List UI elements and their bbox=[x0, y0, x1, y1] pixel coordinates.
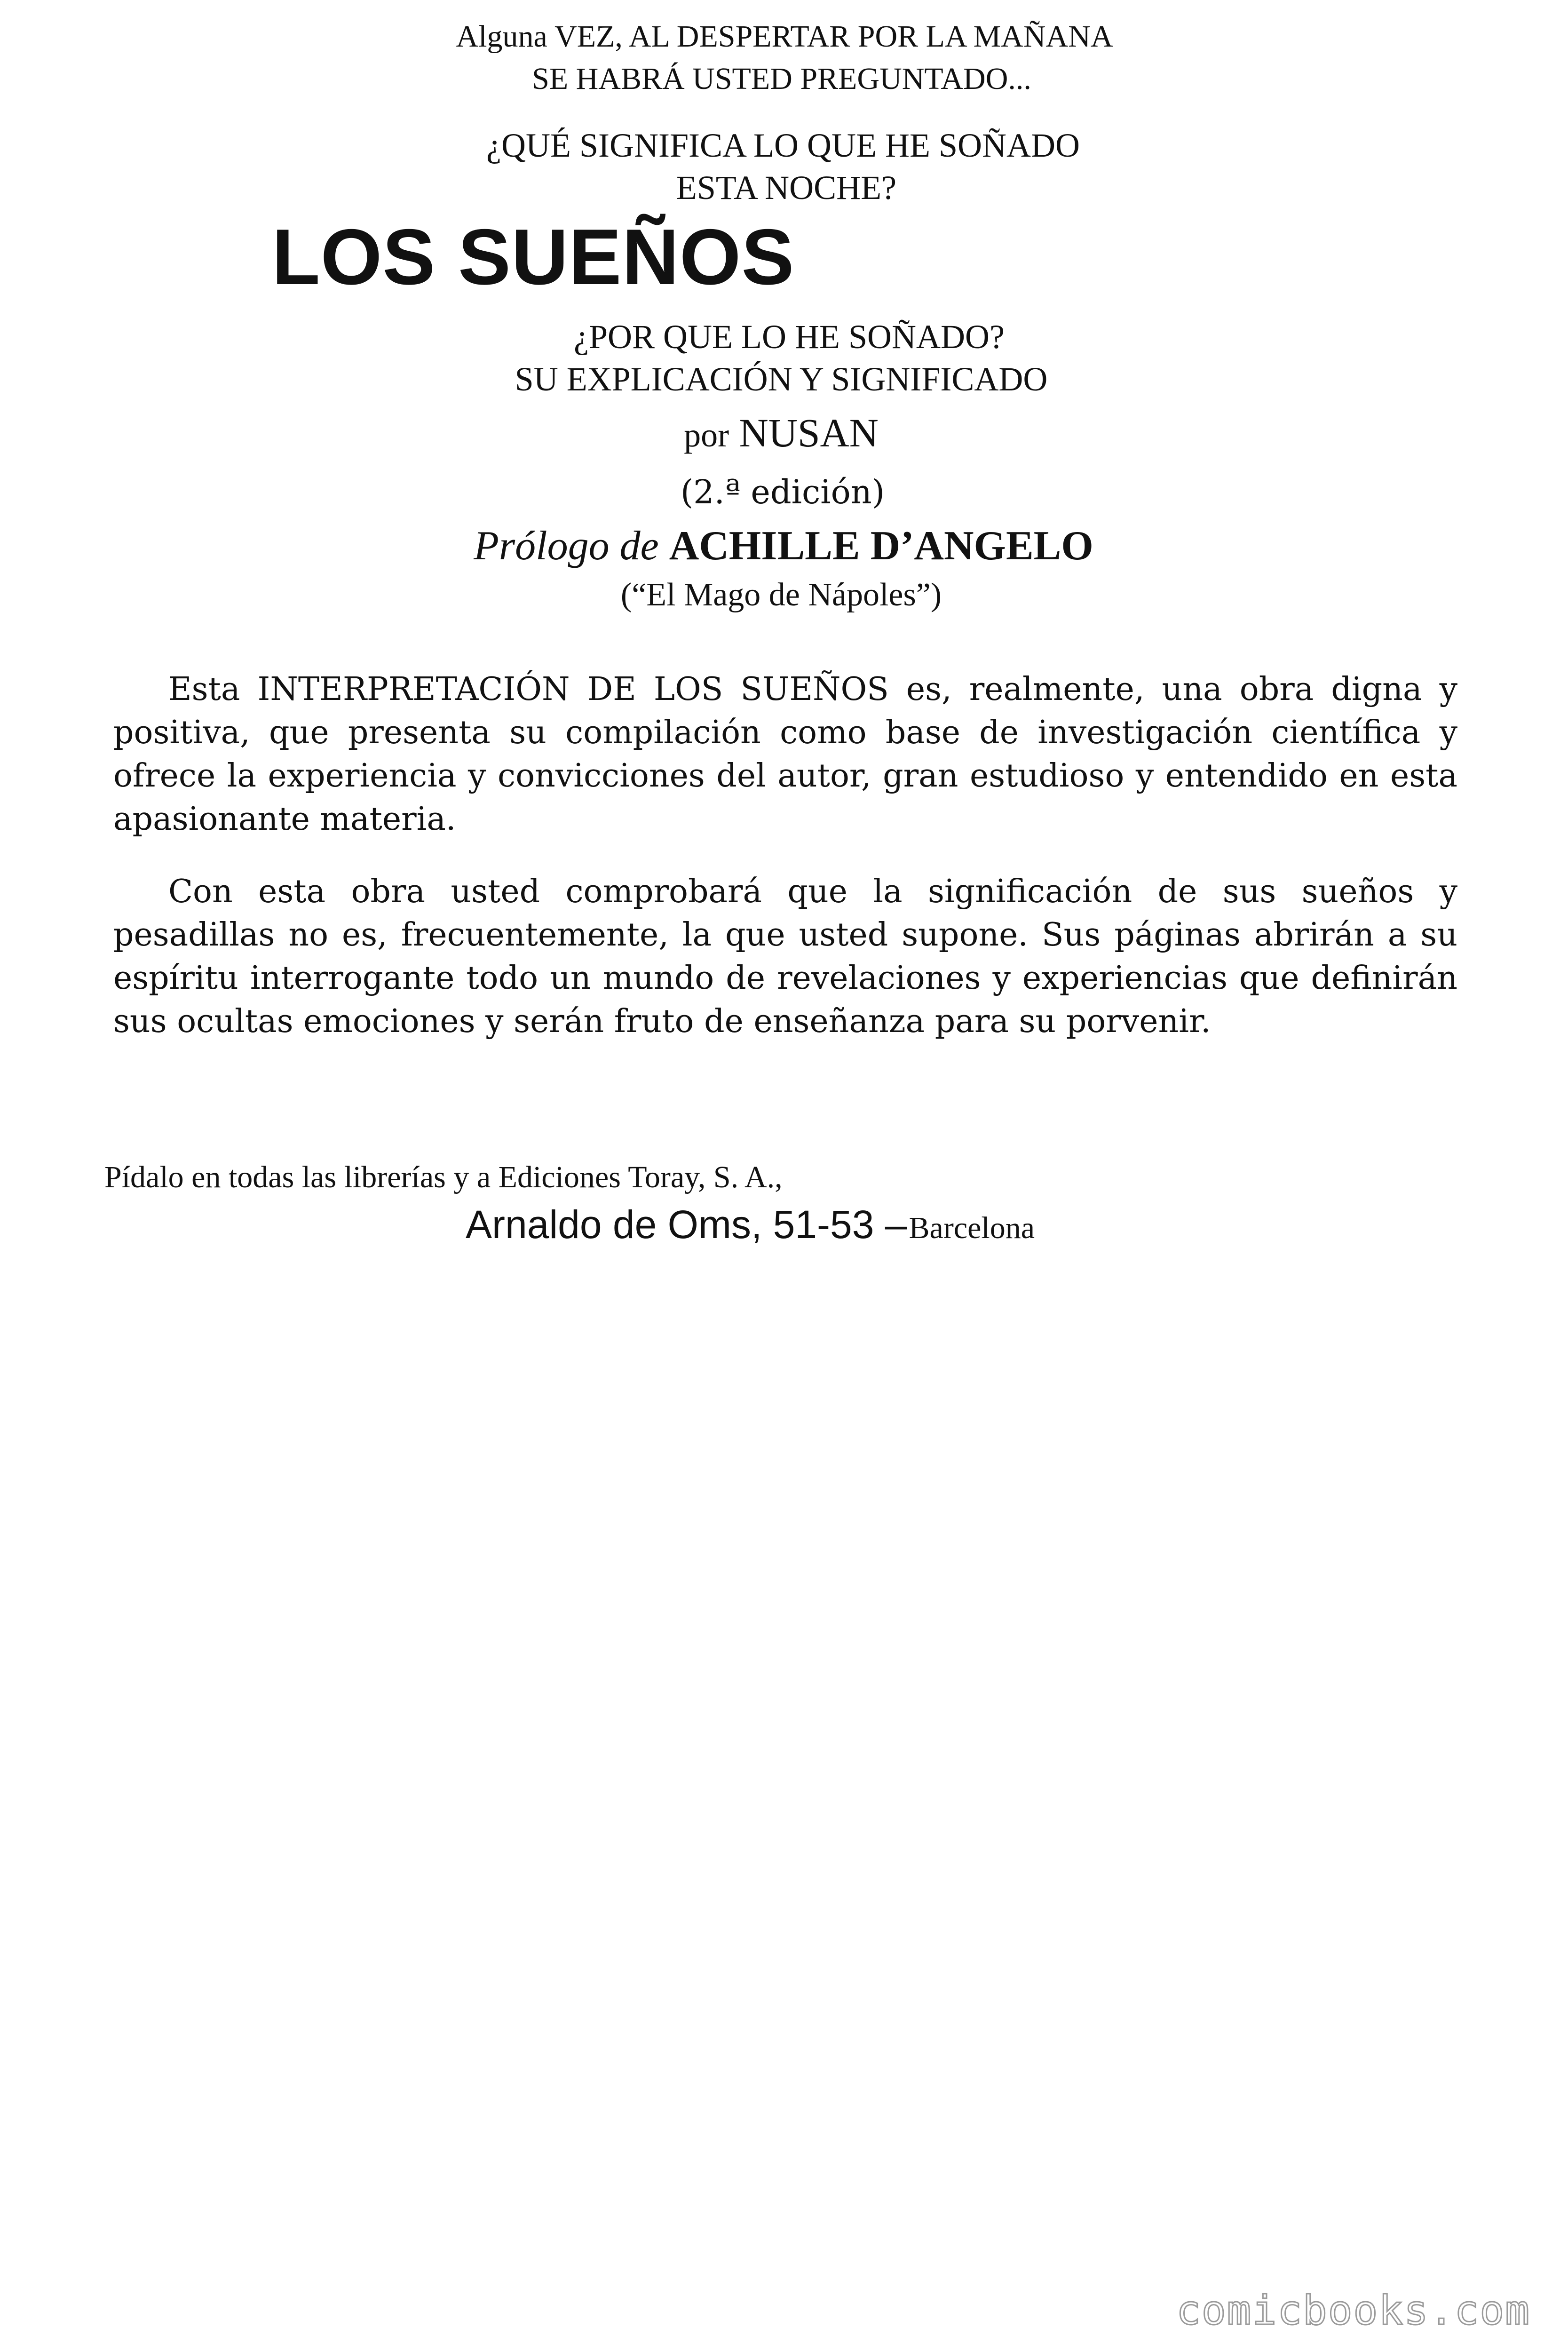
author-prefix: por bbox=[684, 416, 729, 454]
intro-line-1: Alguna VEZ, AL DESPERTAR POR LA MAÑANA bbox=[456, 19, 1113, 54]
question-2-line-1: ¿POR QUE LO HE SOÑADO? bbox=[574, 318, 1005, 356]
question-2-line-2: SU EXPLICACIÓN Y SIGNIFICADO bbox=[515, 360, 1048, 398]
question-1-line-2: ESTA NOCHE? bbox=[676, 169, 897, 207]
intro-line-2: SE HABRÁ USTED PREGUNTADO... bbox=[532, 62, 1031, 96]
footer-address: Arnaldo de Oms, 51-53 – bbox=[466, 1202, 907, 1247]
author-line bbox=[684, 409, 879, 456]
prologue-nickname: (“El Mago de Nápoles”) bbox=[620, 577, 942, 613]
edition-line: (2.ª edición) bbox=[680, 473, 885, 511]
body-paragraph-1: Esta INTERPRETACIÓN DE LOS SUEÑOS es, realmente, una obra digna y positiva, que presenta su compilación como base de investigación científica y ofrece la experiencia y convicciones del autor, gran estudioso y entendido en esta apasionante materia. bbox=[113, 671, 1457, 838]
question-1-line-1: ¿QUÉ SIGNIFICA LO QUE HE SOÑADO bbox=[486, 127, 1080, 164]
footer-ordering-line: Pídalo en todas las librerías y a Ediciones Toray, S. A., bbox=[104, 1160, 783, 1194]
author-name: NUSAN bbox=[739, 410, 879, 455]
main-title: LOS SUEÑOS bbox=[272, 213, 795, 301]
prologue-author: ACHILLE D’ANGELO bbox=[669, 523, 1093, 569]
body-paragraph-2: Con esta obra usted comprobará que la significación de sus sueños y pesadillas no es, frecuentemente, la que usted supone. Sus páginas abrirán a su espíritu interrogante todo un mundo de revelaciones y experiencias que definirán sus ocultas emociones y serán fruto de enseñanza para su porvenir. bbox=[113, 873, 1457, 1040]
footer-city: Barcelona bbox=[909, 1211, 1035, 1245]
prologue-prefix: Prólogo de bbox=[474, 523, 659, 569]
watermark: comicbooks.com bbox=[1176, 2287, 1530, 2334]
footer-address-line bbox=[466, 1202, 1035, 1248]
prologue-line bbox=[474, 522, 1093, 570]
